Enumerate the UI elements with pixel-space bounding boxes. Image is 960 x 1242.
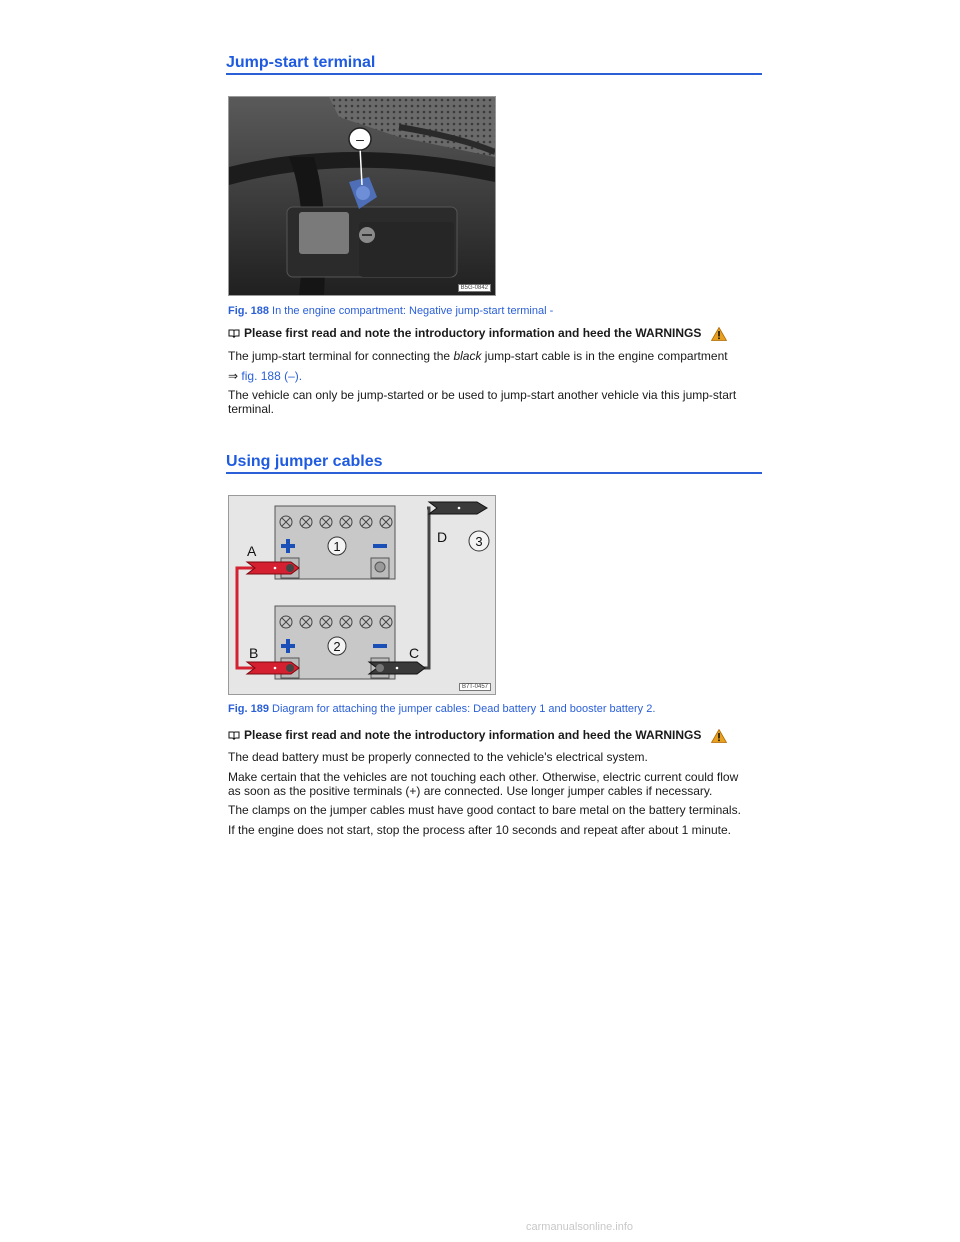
caption-number: Fig. 189 [228, 703, 269, 715]
jumper-cable-diagram [229, 496, 495, 694]
paragraph: The dead battery must be properly connected to the vehicle's electrical system. [228, 750, 648, 764]
label-d: D [437, 529, 448, 545]
book-icon [228, 729, 240, 738]
arrow-icon: ⇒ [228, 369, 239, 383]
notice-text: Please first read and note the introductory information and heed the WARNINGS [244, 728, 702, 742]
label-b: B [249, 645, 259, 661]
book-icon [228, 327, 240, 336]
figure-code: B5G-0842 [458, 284, 491, 292]
notice-text: Please first read and note the introductory information and heed the WARNINGS [244, 326, 702, 340]
notice-line [228, 728, 758, 746]
clamp-d [429, 502, 487, 514]
clamp-c [369, 662, 425, 674]
figure-189-diagram [228, 495, 496, 695]
label-a: A [247, 543, 257, 559]
section-title-jump-start-terminal: Jump-start terminal [226, 54, 376, 71]
paragraph: If the engine does not start, stop the process after 10 seconds and repeat after about 1 minute. [228, 823, 731, 837]
caption-number: Fig. 188 [228, 305, 269, 317]
paragraph: The vehicle can only be jump-started or be used to jump-start another vehicle via this jump-start terminal. [228, 388, 737, 416]
engine-compartment-image [229, 97, 495, 295]
notice-line [228, 326, 758, 344]
caption-text: In the engine compartment: Negative jump-start terminal - [272, 305, 554, 317]
label-3: 3 [475, 534, 483, 549]
figure-188-photo [228, 96, 496, 296]
paragraph: The jump-start terminal for connecting the black jump-start cable is in the engine compartment [228, 349, 728, 363]
figure-reference [228, 369, 758, 383]
battery-1-label: 1 [333, 539, 341, 554]
figure-caption-189 [228, 703, 655, 715]
section-title-using-jumper-cables: Using jumper cables [226, 453, 383, 470]
section-heading [226, 453, 762, 474]
emphasis-black: black [453, 349, 482, 363]
battery-2-label: 2 [333, 639, 341, 654]
warning-icon [711, 327, 727, 344]
fig-188-link[interactable]: fig. 188 (–). [241, 369, 303, 383]
paragraph: The clamps on the jumper cables must have good contact to bare metal on the battery terminals. [228, 803, 741, 817]
minus-callout-label: – [356, 131, 364, 147]
warning-icon [711, 729, 727, 746]
section-heading [226, 54, 762, 75]
paragraph: Make certain that the vehicles are not touching each other. Otherwise, electric current could flow as soon as the positive terminals (+) are connected. Use longer jumper cables if necessary. [228, 770, 739, 798]
figure-caption-188 [228, 305, 553, 317]
clamp-b [247, 662, 299, 674]
caption-text: Diagram for attaching the jumper cables: Dead battery 1 and booster battery 2. [272, 703, 656, 715]
clamp-a [247, 562, 299, 574]
watermark: carmanualsonline.info [526, 1221, 634, 1233]
label-c: C [409, 645, 420, 661]
figure-code: B7T-0457 [459, 683, 491, 691]
